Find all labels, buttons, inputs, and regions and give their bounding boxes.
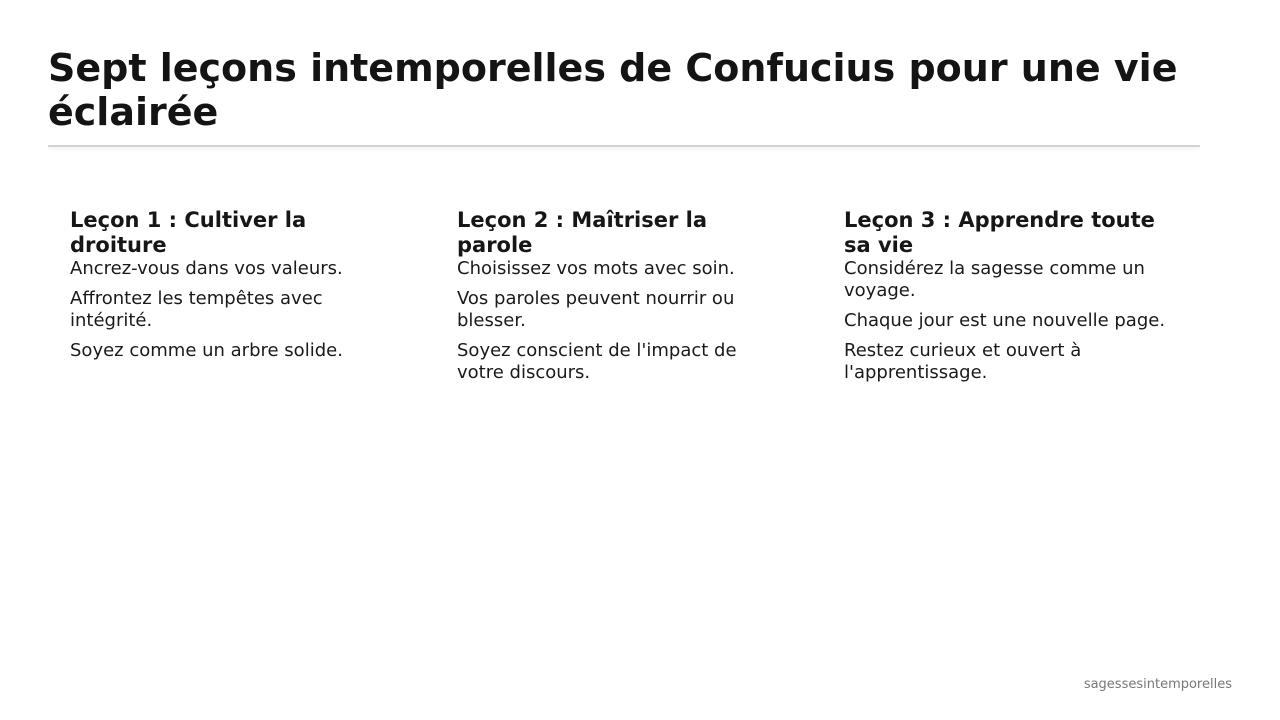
lesson-card bbox=[457, 208, 844, 392]
lesson-line: Choisissez vos mots avec soin. bbox=[457, 258, 735, 279]
lesson-heading: Leçon 2 : Maîtriser la parole bbox=[457, 208, 708, 257]
footer-brand: sagessesintemporelles bbox=[1083, 677, 1232, 692]
lesson-line: Affrontez les tempêtes avec intégrité. bbox=[70, 288, 323, 331]
lesson-line: Vos paroles peuvent nourrir ou blesser. bbox=[457, 288, 735, 331]
lesson-line: Restez curieux et ouvert à l'apprentissage. bbox=[844, 340, 1082, 383]
title-divider bbox=[48, 145, 1200, 147]
lesson-line: Chaque jour est une nouvelle page. bbox=[844, 310, 1166, 331]
lesson-card bbox=[844, 208, 1180, 392]
lesson-line: Soyez conscient de l'impact de votre discours. bbox=[457, 340, 737, 383]
lesson-line: Ancrez-vous dans vos valeurs. bbox=[70, 258, 343, 279]
lesson-heading: Leçon 1 : Cultiver la droiture bbox=[70, 208, 307, 257]
lesson-line: Considérez la sagesse comme un voyage. bbox=[844, 258, 1145, 301]
slide-title: Sept leçons intemporelles de Confucius pour une vie éclairée bbox=[48, 46, 1178, 134]
lesson-line: Soyez comme un arbre solide. bbox=[70, 340, 343, 361]
lesson-heading: Leçon 3 : Apprendre toute sa vie bbox=[844, 208, 1155, 257]
lesson-card bbox=[70, 208, 457, 392]
lessons-container bbox=[70, 208, 1180, 392]
